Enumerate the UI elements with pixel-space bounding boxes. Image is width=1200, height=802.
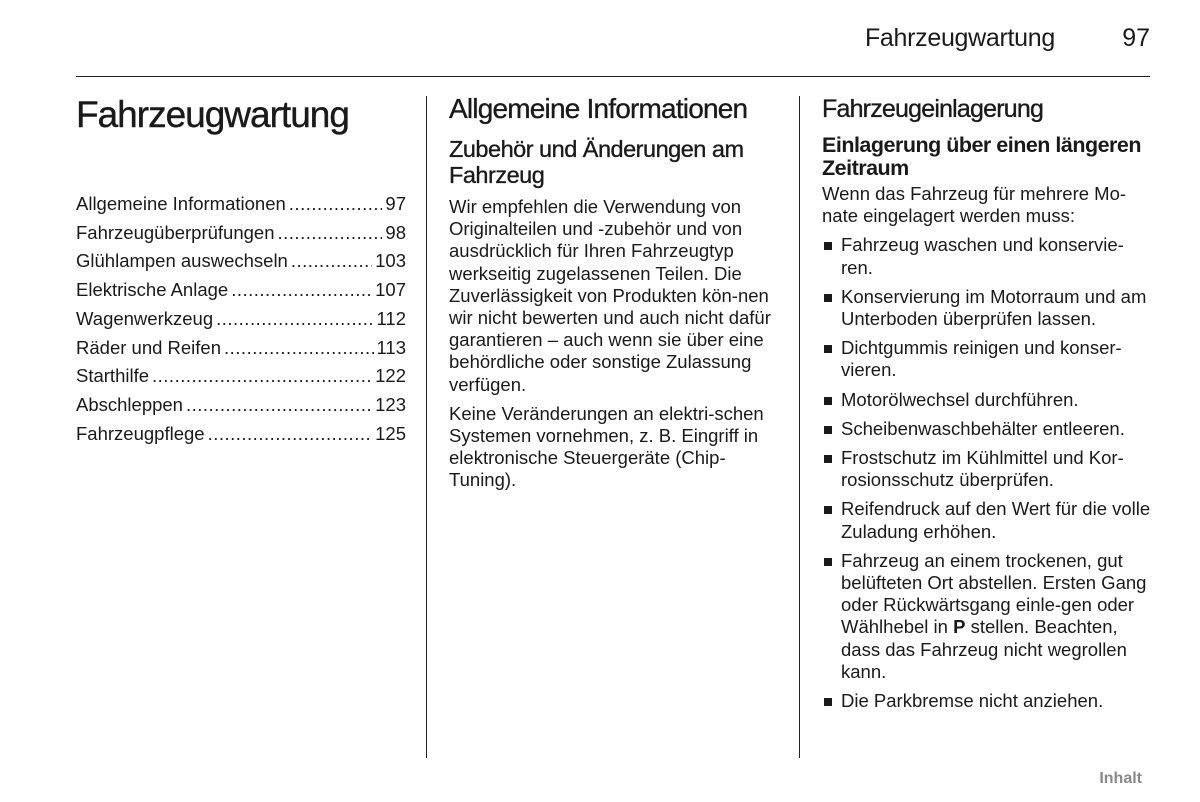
chapter-title: Fahrzeugwartung [76, 94, 349, 135]
list-item-text: stellen. Beachten, dass das Fahrzeug nicht wegrollen kann. [841, 616, 1127, 682]
storage-checklist [822, 234, 1152, 712]
contents-link[interactable]: Inhalt [1099, 770, 1142, 787]
list-item: Reifendruck auf den Wert für die volle Zuladung erhöhen. [822, 498, 1152, 542]
list-item [822, 550, 1152, 683]
gear-position-p: P [953, 616, 966, 638]
toc-entry[interactable] [76, 391, 406, 420]
toc-entry-label: Elektrische Anlage [76, 279, 229, 301]
section-title-general: Allgemeine Informationen [449, 93, 748, 124]
toc-entry[interactable] [76, 305, 406, 334]
header-rule [76, 76, 1150, 77]
list-item: Frostschutz im Kühlmittel und Kor-rosionsschutz überprüfen. [822, 447, 1152, 491]
general-info-column [449, 92, 784, 499]
running-header-title: Fahrzeugwartung [864, 24, 1055, 52]
paragraph-accessories: Wir empfehlen die Verwendung von Originalteilen und -zubehör und von ausdrücklich für Ihren Fahrzeugtyp werkseitig zugelassenen Teilen. Die Zuverlässigkeit von Produkten kön-nen wir nicht bewerten und auch nicht dafür garantieren – auch wenn sie über eine behördliche oder sonstige Zulassung verfügen. [449, 196, 771, 395]
toc-entry-page: 113 [376, 336, 406, 358]
toc-entry-label: Abschleppen [76, 393, 183, 415]
toc-entry[interactable] [76, 247, 406, 276]
toc-leader-dots [289, 190, 383, 219]
toc-entry-page: 98 [385, 221, 406, 243]
list-item: Die Parkbremse nicht anziehen. [822, 690, 1152, 712]
list-item: Fahrzeug waschen und konservie-ren. [822, 234, 1152, 278]
subsection-title-long-term: Einlagerung über einen längeren Zeitraum [822, 133, 1142, 180]
toc-entry[interactable] [76, 420, 406, 449]
storage-intro: Wenn das Fahrzeug für mehrere Mo-nate eingelagert werden muss: [822, 183, 1127, 227]
list-item: Motorölwechsel durchführen. [822, 389, 1152, 411]
subsection-title-accessories: Zubehör und Änderungen am Fahrzeug [449, 136, 744, 188]
toc-entry-label: Glühlampen auswechseln [76, 250, 288, 272]
toc-leader-dots [231, 276, 372, 305]
list-item-text: Fahrzeug an einem trockenen, gut belüfteten Ort abstellen. Ersten Gang oder Rückwärtsgang einle-gen oder Wählhebel in [841, 549, 1147, 638]
toc-entry-page: 103 [375, 250, 406, 272]
toc-entry[interactable] [76, 276, 406, 305]
toc-entry-label: Fahrzeugüberprüfungen [76, 221, 275, 243]
column-divider-right [799, 96, 800, 758]
section-title-storage: Fahrzeugeinlagerung [822, 95, 1044, 123]
toc-entry-label: Wagenwerkzeug [76, 307, 214, 329]
toc-entry[interactable] [76, 334, 406, 363]
toc-entry-page: 125 [375, 422, 406, 444]
list-item: Konservierung im Motorraum und am Unterboden überprüfen lassen. [822, 286, 1152, 330]
toc-entry-page: 112 [376, 307, 406, 329]
toc-leader-dots [291, 247, 372, 276]
toc-entry[interactable] [76, 362, 406, 391]
toc-entry-label: Räder und Reifen [76, 336, 222, 358]
column-divider-left [426, 96, 427, 758]
toc-leader-dots [278, 219, 383, 248]
toc-entry-label: Fahrzeugpflege [76, 422, 205, 444]
table-of-contents [76, 190, 406, 448]
toc-entry-page: 122 [375, 365, 406, 387]
page-number: 97 [1122, 24, 1150, 52]
chapter-column [76, 92, 406, 448]
toc-entry-label: Allgemeine Informationen [76, 193, 286, 214]
paragraph-electrical: Keine Veränderungen an elektri-schen Systemen vornehmen, z. B. Eingriff in elektronische Steuergeräte (Chip-Tuning). [449, 402, 764, 491]
list-item: Scheibenwaschbehälter entleeren. [822, 418, 1152, 440]
toc-entry[interactable] [76, 219, 406, 248]
toc-leader-dots [186, 391, 372, 420]
toc-leader-dots [216, 305, 373, 334]
toc-leader-dots [208, 420, 373, 449]
toc-entry-label: Starthilfe [76, 365, 150, 387]
toc-leader-dots [224, 334, 373, 363]
toc-entry-page: 123 [375, 393, 406, 415]
toc-entry-page: 107 [375, 279, 406, 301]
toc-leader-dots [152, 362, 372, 391]
toc-entry-page: 97 [385, 193, 406, 214]
storage-column [822, 92, 1152, 719]
list-item: Dichtgummis reinigen und konser-vieren. [822, 337, 1152, 381]
toc-entry[interactable] [76, 190, 406, 219]
